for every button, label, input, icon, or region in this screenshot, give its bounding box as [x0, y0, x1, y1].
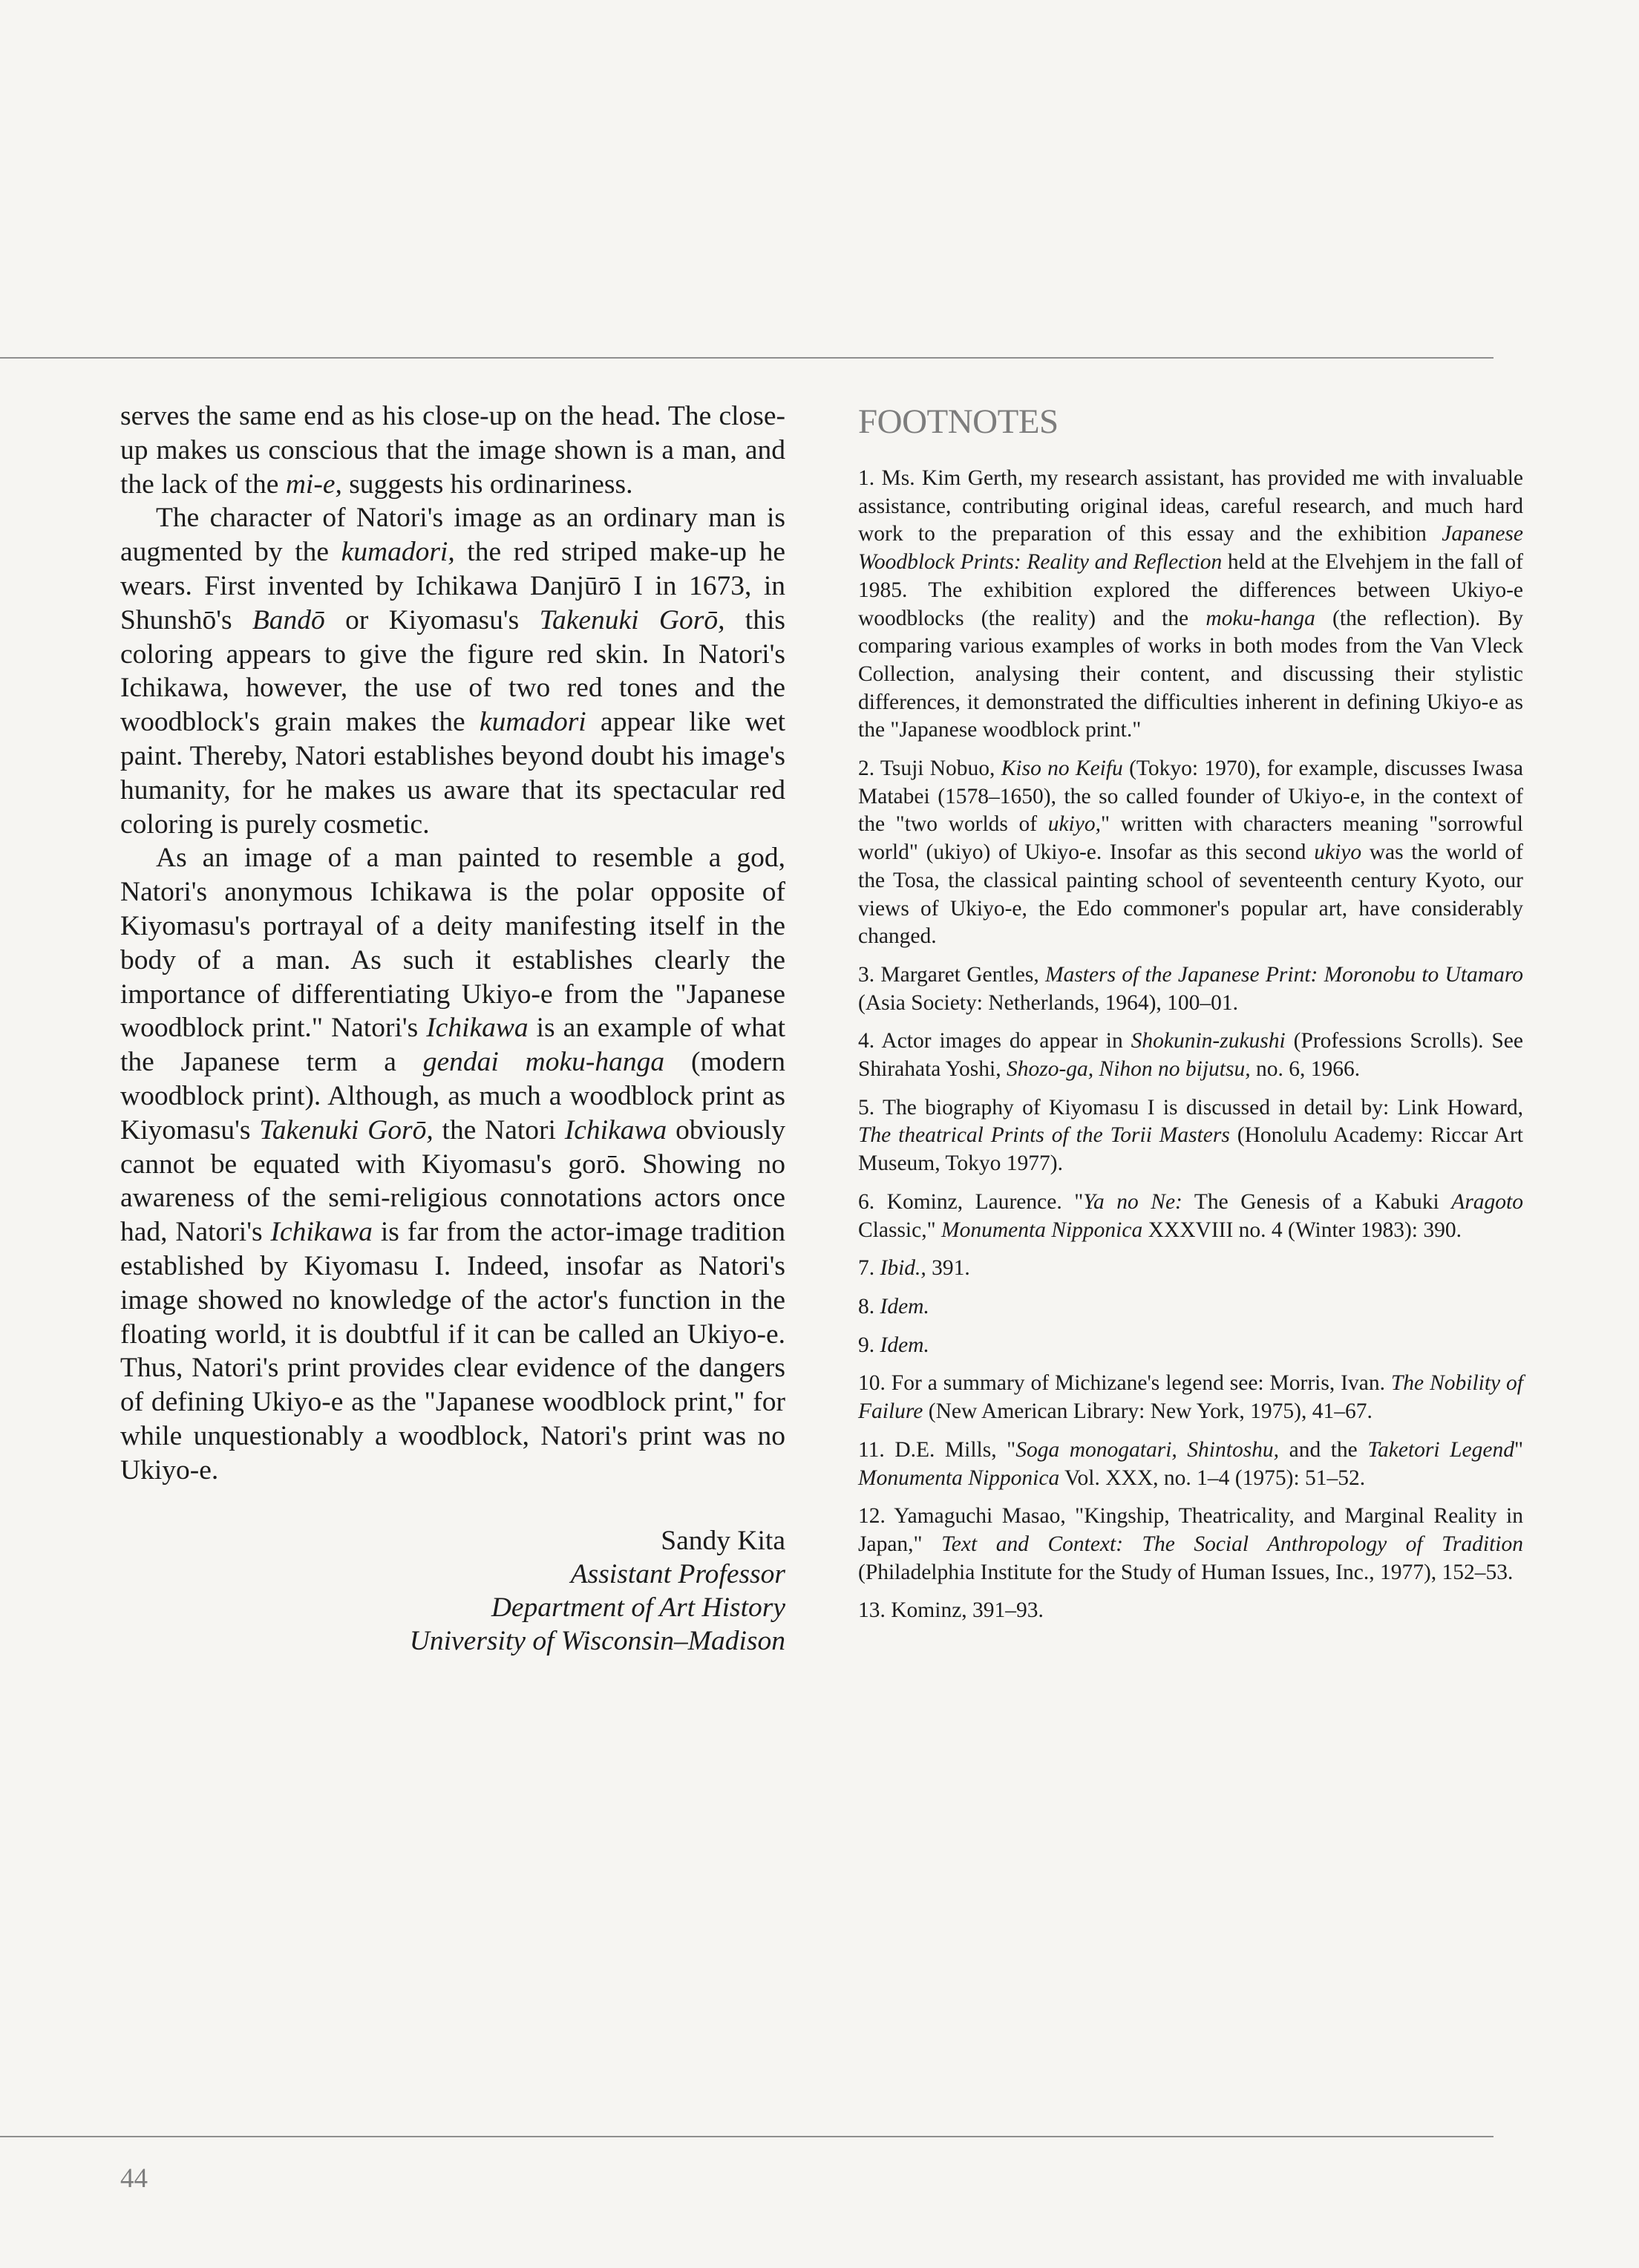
page-number: 44: [120, 2163, 148, 2194]
footnote-list: [858, 465, 1523, 1625]
top-rule: [0, 357, 1494, 359]
footnotes-column: [858, 401, 1523, 1635]
body-text-column: [120, 399, 785, 1658]
footnotes-heading: FOOTNOTES: [858, 402, 1059, 441]
footnote: 3. Margaret Gentles, Masters of the Japanese Print: Moronobu to Utamaro (Asia Society: Netherlands, 1964), 100–01.: [858, 962, 1523, 1015]
footnote: 11. D.E. Mills, "Soga monogatari, Shintoshu, and the Taketori Legend" Monumenta Nipponica Vol. XXX, no. 1–4 (1975): 51–52.: [858, 1437, 1523, 1490]
footnote: 12. Yamaguchi Masao, "Kingship, Theatricality, and Marginal Reality in Japan," Text and Context: The Social Anthropology of Tradition (Philadelphia Institute for the Study of Human Issues, Inc., 1977), 152–53.: [858, 1504, 1523, 1584]
author-title: Assistant Professor: [570, 1558, 785, 1589]
body-paragraph: serves the same end as his close-up on the head. The close-up makes us conscious that the image shown is a man, and the lack of the mi-e, suggests his ordinariness.: [120, 401, 785, 500]
footnote: 10. For a summary of Michizane's legend see: Morris, Ivan. The Nobility of Failure (New American Library: New York, 1975), 41–67.: [858, 1371, 1524, 1424]
footnote: 7. Ibid., 391.: [858, 1256, 970, 1281]
footnote: 8. Idem.: [858, 1294, 929, 1318]
footnote: 4. Actor images do appear in Shokunin-zukushi (Professions Scrolls). See Shirahata Yoshi, Shozo-ga, Nihon no bijutsu, no. 6, 1966.: [858, 1029, 1523, 1082]
footnote: 6. Kominz, Laurence. "Ya no Ne: The Genesis of a Kabuki Aragoto Classic," Monumenta Nipponica XXXVIII no. 4 (Winter 1983): 390.: [858, 1189, 1523, 1242]
footnote: 1. Ms. Kim Gerth, my research assistant, has provided me with invaluable assistance, contributing original ideas, careful research, and much hard work to the preparation of this essay and the exhibition Japanese Woodblock Prints: Reality and Reflection held at the Elvehjem in the fall of 1985. The exhibition explored the differences between Ukiyo-e woodblocks (the reality) and the moku-hanga (the reflection). By comparing various examples of works in both modes from the Van Vleck Collection, analysing their content, and discussing their stylistic differences, it demonstrated the difficulties inherent in defining Ukiyo-e as the "Japanese woodblock print.": [858, 466, 1523, 742]
body-paragraph: The character of Natori's image as an ordinary man is augmented by the kumadori, the red striped make-up he wears. First invented by Ichikawa Danjūrō I in 1673, in Shunshō's Bandō or Kiyomasu's Takenuki Gorō, this coloring appears to give the figure red skin. In Natori's Ichikawa, however, the use of two red tones and the woodblock's grain makes the kumadori appear like wet paint. Thereby, Natori establishes beyond doubt his image's humanity, for he makes us aware that its spectacular red coloring is purely cosmetic.: [120, 503, 785, 840]
bottom-rule: [0, 2136, 1494, 2137]
author-name: Sandy Kita: [661, 1525, 785, 1556]
body-paragraph: As an image of a man painted to resemble a god, Natori's anonymous Ichikawa is the polar opposite of Kiyomasu's portrayal of a deity manifesting itself in the body of a man. As such it establishes clearly the importance of differentiating Ukiyo-e from the "Japanese woodblock print." Natori's Ichikawa is an example of what the Japanese term a gendai moku-hanga (modern woodblock print). Although, as much a woodblock print as Kiyomasu's Takenuki Gorō, the Natori Ichikawa obviously cannot be equated with Kiyomasu's gorō. Showing no awareness of the semi-religious connotations actors once had, Natori's Ichikawa is far from the actor-image tradition established by Kiyomasu I. Indeed, insofar as Natori's image showed no knowledge of the actor's function in the floating world, it is doubtful if it can be called an Ukiyo-e. Thus, Natori's print provides clear evidence of the dangers of defining Ukiyo-e as the "Japanese woodblock print," for while unquestionably a woodblock, Natori's print was no Ukiyo-e.: [120, 843, 786, 1486]
author-signature: [120, 1524, 785, 1658]
author-department: Department of Art History: [491, 1592, 785, 1623]
footnote: 9. Idem.: [858, 1333, 929, 1357]
footnote: 5. The biography of Kiyomasu I is discussed in detail by: Link Howard, The theatrical Prints of the Torii Masters (Honolulu Academy: Riccar Art Museum, Tokyo 1977).: [858, 1095, 1523, 1176]
footnote: 13. Kominz, 391–93.: [858, 1598, 1044, 1623]
footnote: 2. Tsuji Nobuo, Kiso no Keifu (Tokyo: 1970), for example, discusses Iwasa Matabei (1578–1650), the so called founder of Ukiyo-e, in the context of the "two worlds of ukiyo," written with characters meaning "sorrowful world" (ukiyo) of Ukiyo-e. Insofar as this second ukiyo was the world of the Tosa, the classical painting school of seventeenth century Kyoto, our views of Ukiyo-e, the Edo commoner's popular art, have considerably changed.: [858, 756, 1523, 949]
author-university: University of Wisconsin–Madison: [409, 1625, 785, 1656]
